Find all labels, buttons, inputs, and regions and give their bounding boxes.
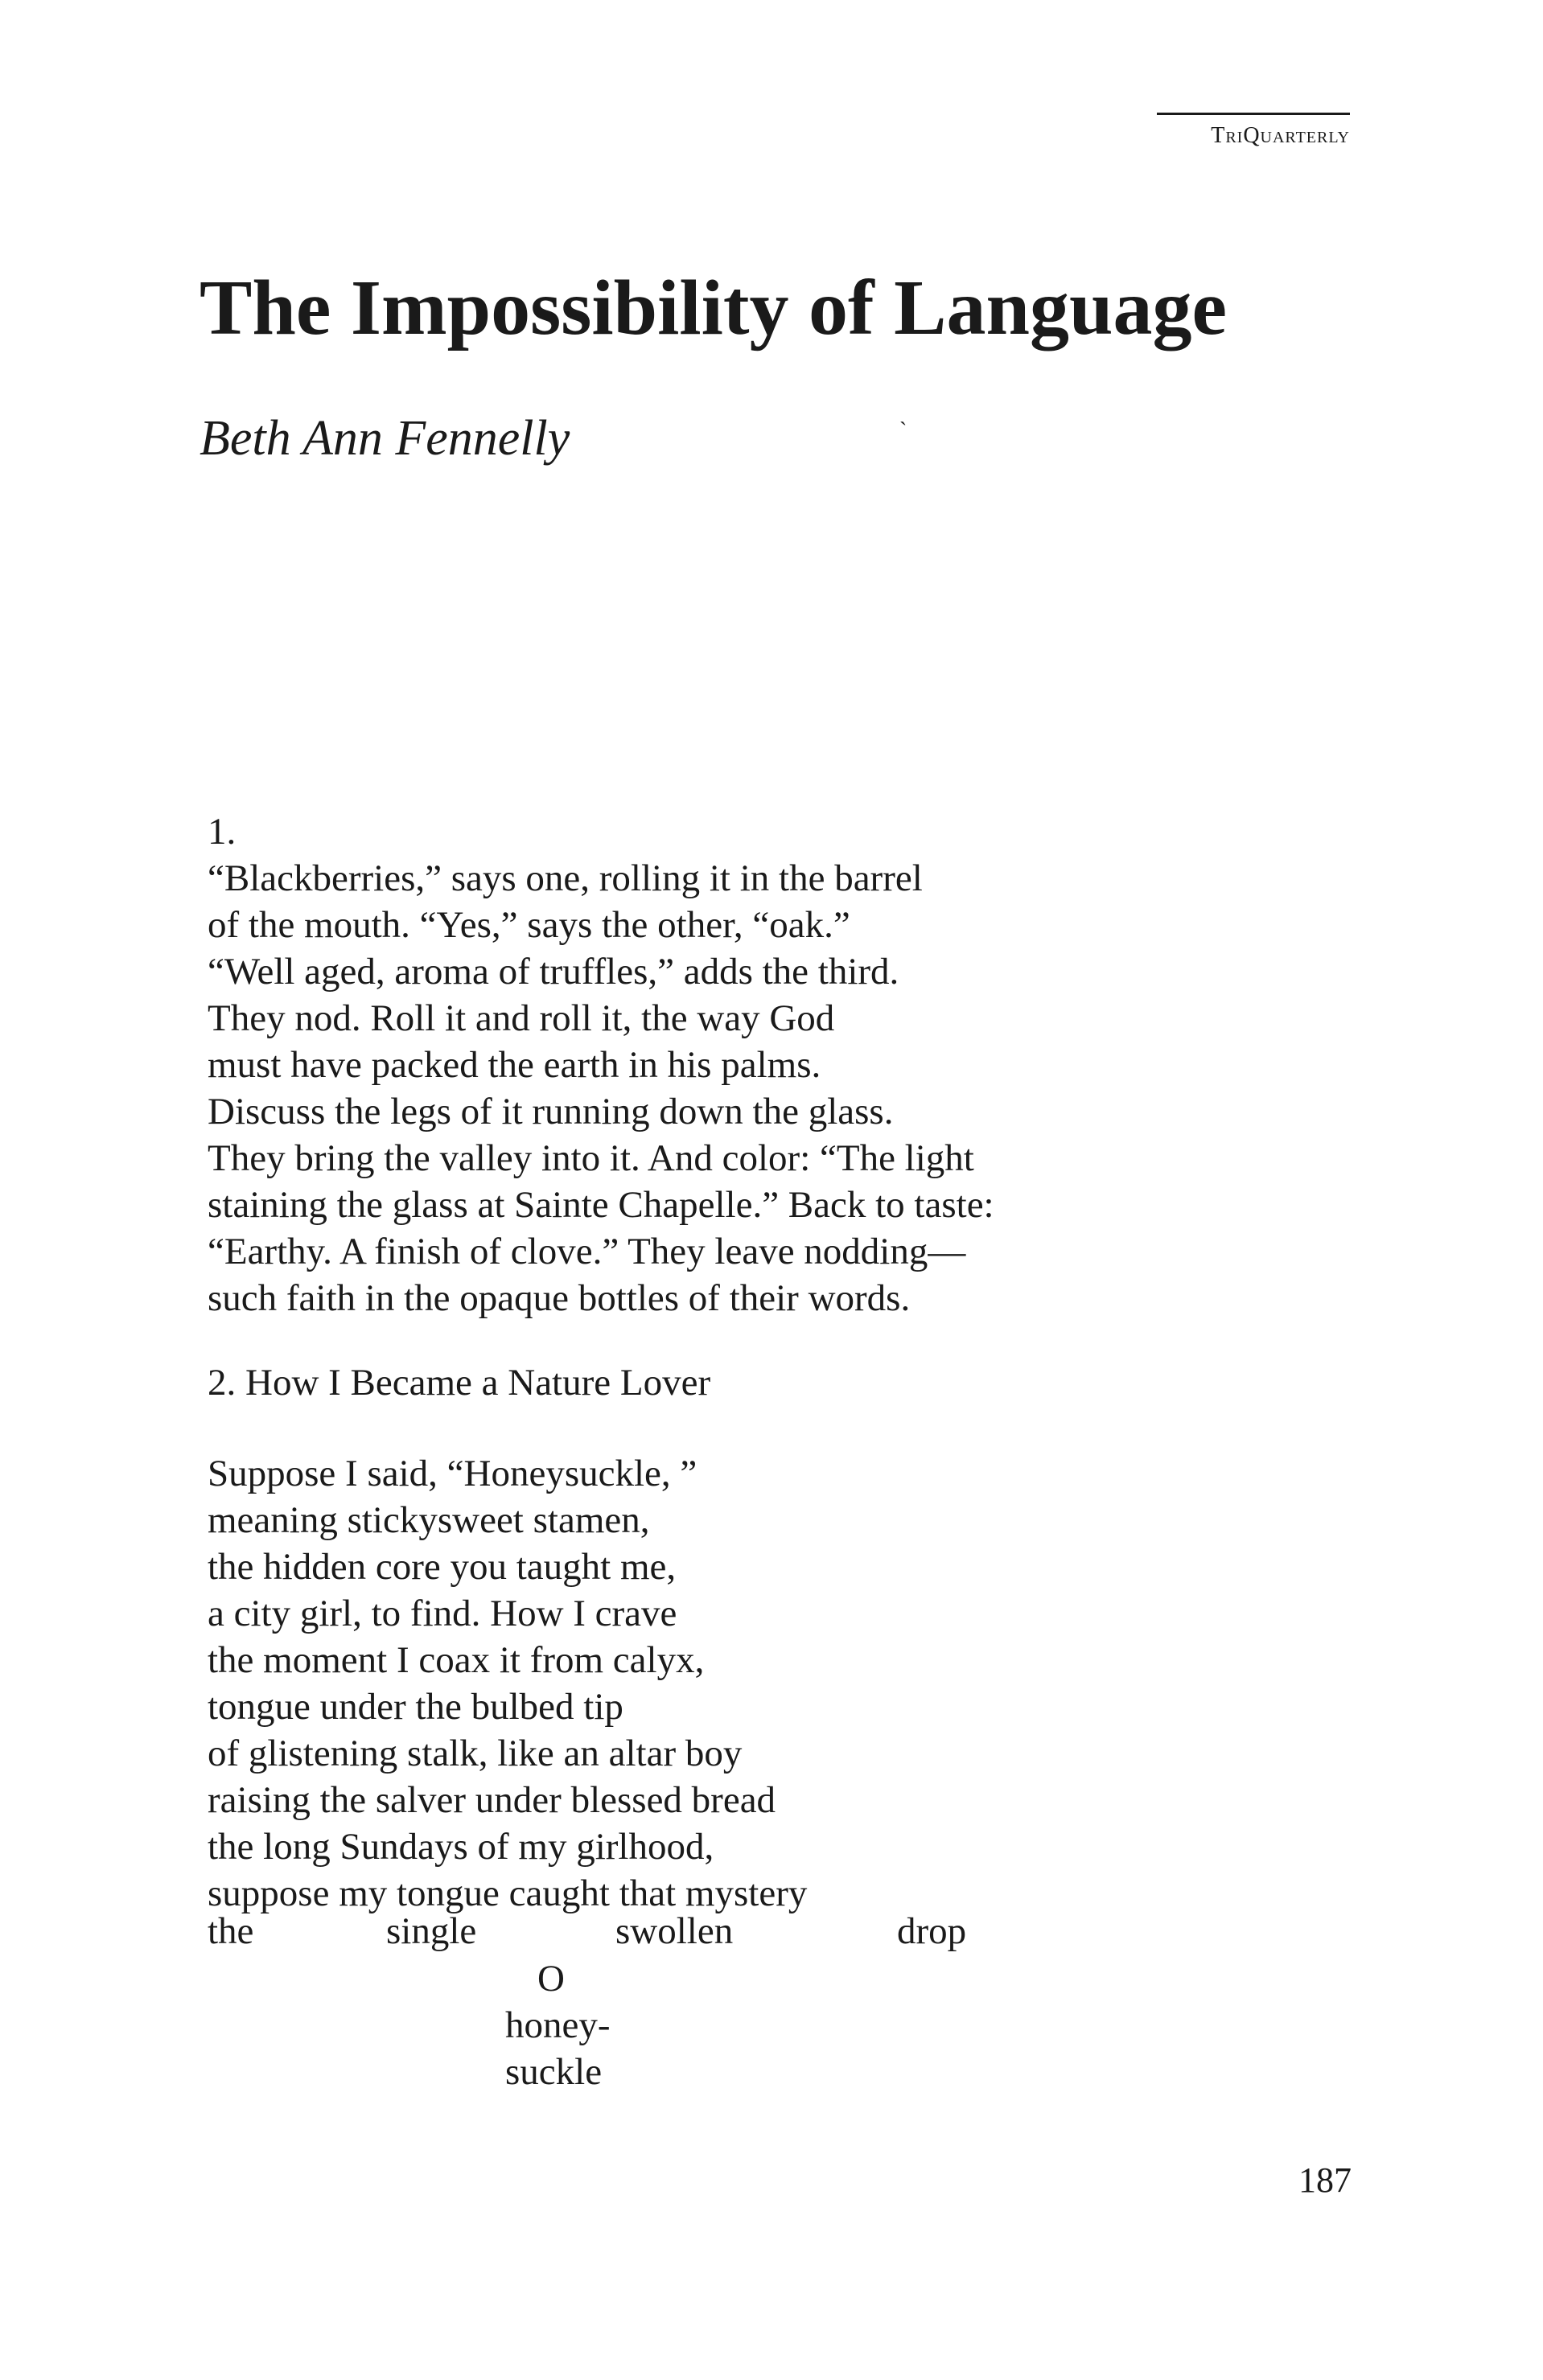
scattered-word-single: single [386,1910,477,1952]
poem-line: of the mouth. “Yes,” says the other, “oak.” [208,904,850,946]
poem-line: Discuss the legs of it running down the glass. [208,1091,894,1132]
poem-line: staining the glass at Sainte Chapelle.” Back to taste: [208,1184,994,1226]
stray-mark: ` [899,418,907,443]
poem-line: must have packed the earth in his palms. [208,1044,821,1086]
poem-line: the long Sundays of my girlhood, [208,1826,714,1868]
page-number: 187 [1298,2160,1352,2200]
poem-line: They nod. Roll it and roll it, the way God [208,997,835,1039]
scattered-word-swollen: swollen [615,1910,734,1952]
running-head: TriQuarterly [1157,113,1350,149]
poem-line: “Blackberries,” says one, rolling it in the barrel [208,857,923,899]
scattered-word-honey: honey- [505,2004,611,2046]
poem-line: of glistening stalk, like an altar boy [208,1733,743,1774]
section-two-heading: 2. How I Became a Nature Lover [208,1362,711,1404]
scattered-word-the: the [208,1910,254,1952]
poem-line: tongue under the bulbed tip [208,1686,623,1728]
poem-line: suppose my tongue caught that mystery [208,1872,808,1914]
poem-line: meaning stickysweet stamen, [208,1499,650,1541]
scattered-word-drop: drop [897,1910,967,1952]
poem-line: such faith in the opaque bottles of their words. [208,1277,911,1319]
section-number: 1. [208,811,237,853]
poem-line: raising the salver under blessed bread [208,1779,776,1821]
section-two [208,1450,807,1917]
poem-line: Suppose I said, “Honeysuckle, ” [208,1453,697,1494]
poem-line: a city girl, to find. How I crave [208,1593,677,1634]
poem-line: “Earthy. A finish of clove.” They leave nodding— [208,1231,966,1272]
scattered-word-suckle: suckle [505,2051,603,2093]
scattered-word-o: O [537,1958,565,2000]
author-name: Beth Ann Fennelly [200,411,570,466]
poem-line: “Well aged, aroma of truffles,” adds the third. [208,951,899,993]
poem-line: the moment I coax it from calyx, [208,1639,705,1681]
section-one [208,808,994,1322]
poem-title: The Impossibility of Language [200,265,1227,351]
poem-line: They bring the valley into it. And color: “The light [208,1137,974,1179]
poem-line: the hidden core you taught me, [208,1546,677,1588]
